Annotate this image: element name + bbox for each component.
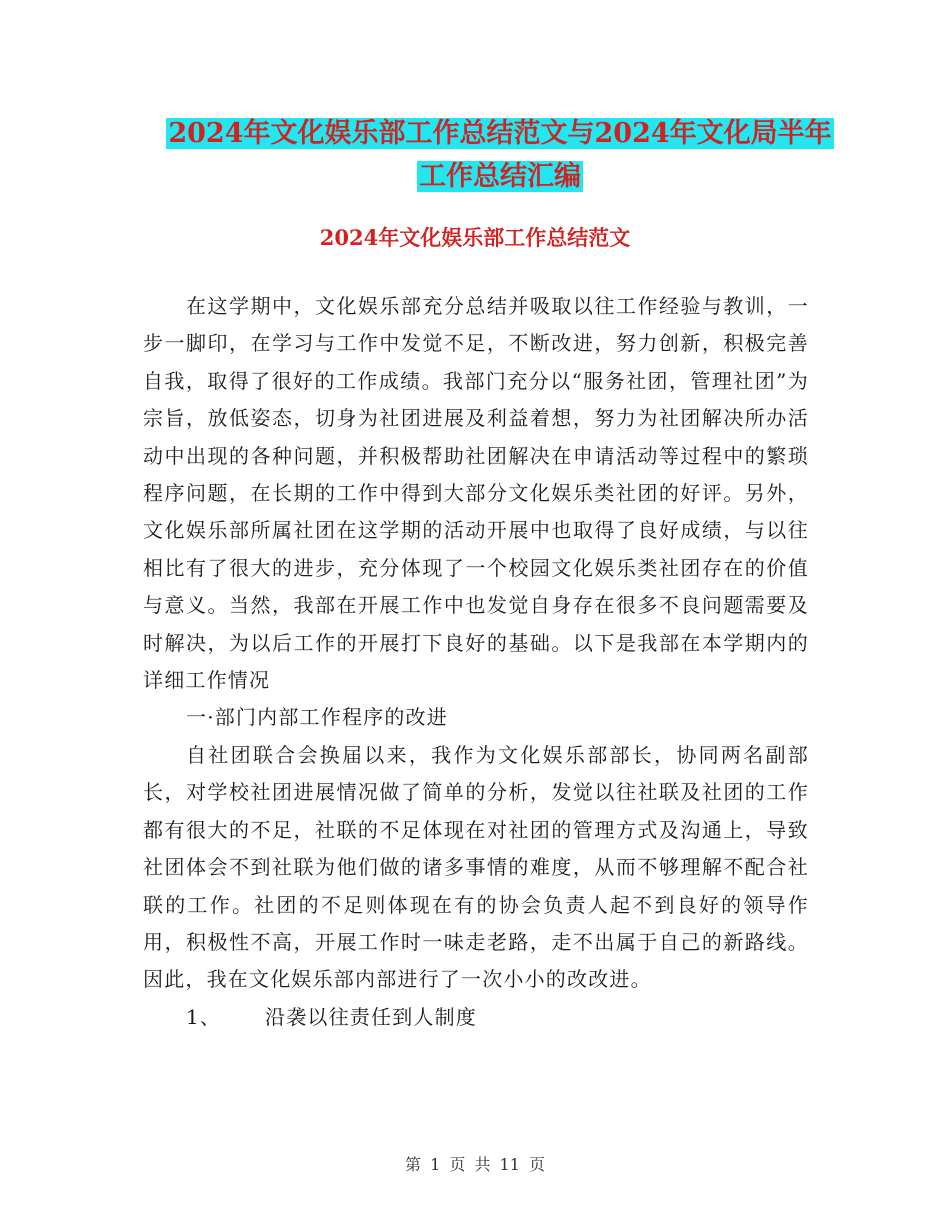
- document-title: [140, 112, 860, 198]
- document-body: [143, 288, 809, 1036]
- page-footer: 第 1 页 共 11 页: [405, 1155, 545, 1174]
- section-heading: 一·部门内部工作程序的改进: [186, 705, 448, 730]
- title-line-2: 工作总结汇编: [419, 161, 581, 192]
- section-title: 2024年文化娱乐部工作总结范文: [319, 225, 631, 250]
- paragraph-intro: 在这学期中，文化娱乐部充分总结并吸取以往工作经验与教训，一步一脚印，在学习与工作中发觉不足，不断改进，努力创新，积极完善自我，取得了很好的工作成绩。我部门充分以“服务社团，管理社团”为宗旨，放低姿态，切身为社团进展及利益着想，努力为社团解决所办活动中出现的各种问题，并积极帮助社团解决在申请活动等过程中的繁琐程序问题，在长期的工作中得到大部分文化娱乐类社团的好评。另外，文化娱乐部所属社团在这学期的活动开展中也取得了良好成绩，与以往相比有了很大的进步，充分体现了一个校园文化娱乐类社团存在的价值与意义。当然，我部在开展工作中也发觉自身存在很多不良问题需要及时解决，为以后工作的开展打下良好的基础。以下是我部在本学期内的详细工作情况: [143, 294, 809, 693]
- title-line-1: 2024年文化娱乐部工作总结范文与2024年文化局半年: [168, 118, 832, 149]
- list-item-number: 1、: [186, 1004, 222, 1029]
- list-item: [143, 999, 809, 1036]
- list-item-text: 沿袭以往责任到人制度: [265, 1004, 477, 1029]
- paragraph-body: 自社团联合会换届以来，我作为文化娱乐部部长，协同两名副部长，对学校社团进展情况做了简单的分析，发觉以往社联及社团的工作都有很大的不足，社联的不足体现在对社团的管理方式及沟通上，导致社团体会不到社联为他们做的诸多事情的难度，从而不够理解不配合社联的工作。社团的不足则体现在有的协会负责人起不到良好的领导作用，积极性不高，开展工作时一味走老路，走不出属于自己的新路线。因此，我在文化娱乐部内部进行了一次小小的改改进。: [143, 742, 809, 992]
